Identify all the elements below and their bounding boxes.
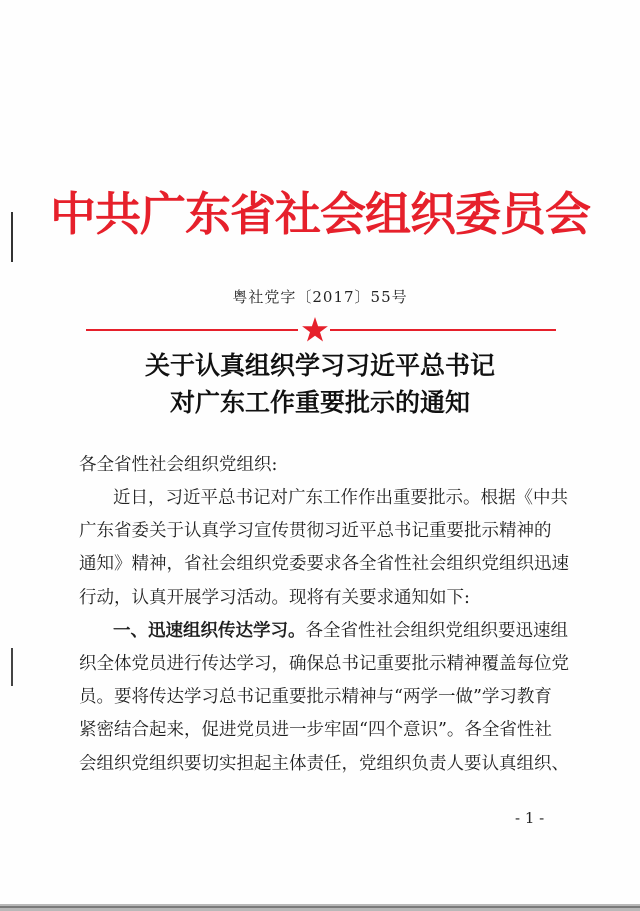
paragraph-1-line: 行动，认真开展学习活动。现将有关要求通知如下: xyxy=(79,588,470,608)
document-title-line-1: 关于认真组织学习习近平总书记 xyxy=(144,351,495,380)
red-divider-right xyxy=(330,329,556,331)
document-number: 粤社党字〔2017〕55号 xyxy=(232,288,408,306)
paragraph-1-line: 通知》精神，省社会组织党委要求各全省性社会组织党组织迅速 xyxy=(79,554,569,574)
paragraph-2-line: 员。要将传达学习总书记重要批示精神与“两学一做”学习教育 xyxy=(79,687,552,707)
section-heading: 一、迅速组织传达学习。 xyxy=(113,621,306,641)
page-number: - 1 - xyxy=(515,809,545,827)
red-divider-left xyxy=(86,329,298,331)
paragraph-2-text: 各全省性社会组织党组织要迅速组 xyxy=(305,621,568,641)
paragraph-1-line: 近日，习近平总书记对广东工作作出重要批示。根据《中共 xyxy=(113,488,568,508)
document-title-line-2: 对广东工作重要批示的通知 xyxy=(169,388,470,417)
salutation: 各全省性社会组织党组织: xyxy=(79,455,278,475)
paragraph-2-line: 会组织党组织要切实担起主体责任，党组织负责人要认真组织、 xyxy=(79,754,569,774)
paragraph-1-line: 广东省委关于认真学习宣传贯彻习近平总书记重要批示精神的 xyxy=(79,521,552,541)
red-star-icon xyxy=(301,316,329,344)
paragraph-2-first-line xyxy=(113,619,613,643)
paragraph-2-line: 织全体党员进行传达学习，确保总书记重要批示精神覆盖每位党 xyxy=(79,654,569,674)
paragraph-2-line: 紧密结合起来，促进党员进一步牢固“四个意识”。各全省性社 xyxy=(79,720,552,740)
organization-header: 中共广东省社会组织委员会 xyxy=(50,187,590,241)
scan-bottom-edge-line xyxy=(0,906,640,908)
scan-binding-mark xyxy=(11,648,13,686)
